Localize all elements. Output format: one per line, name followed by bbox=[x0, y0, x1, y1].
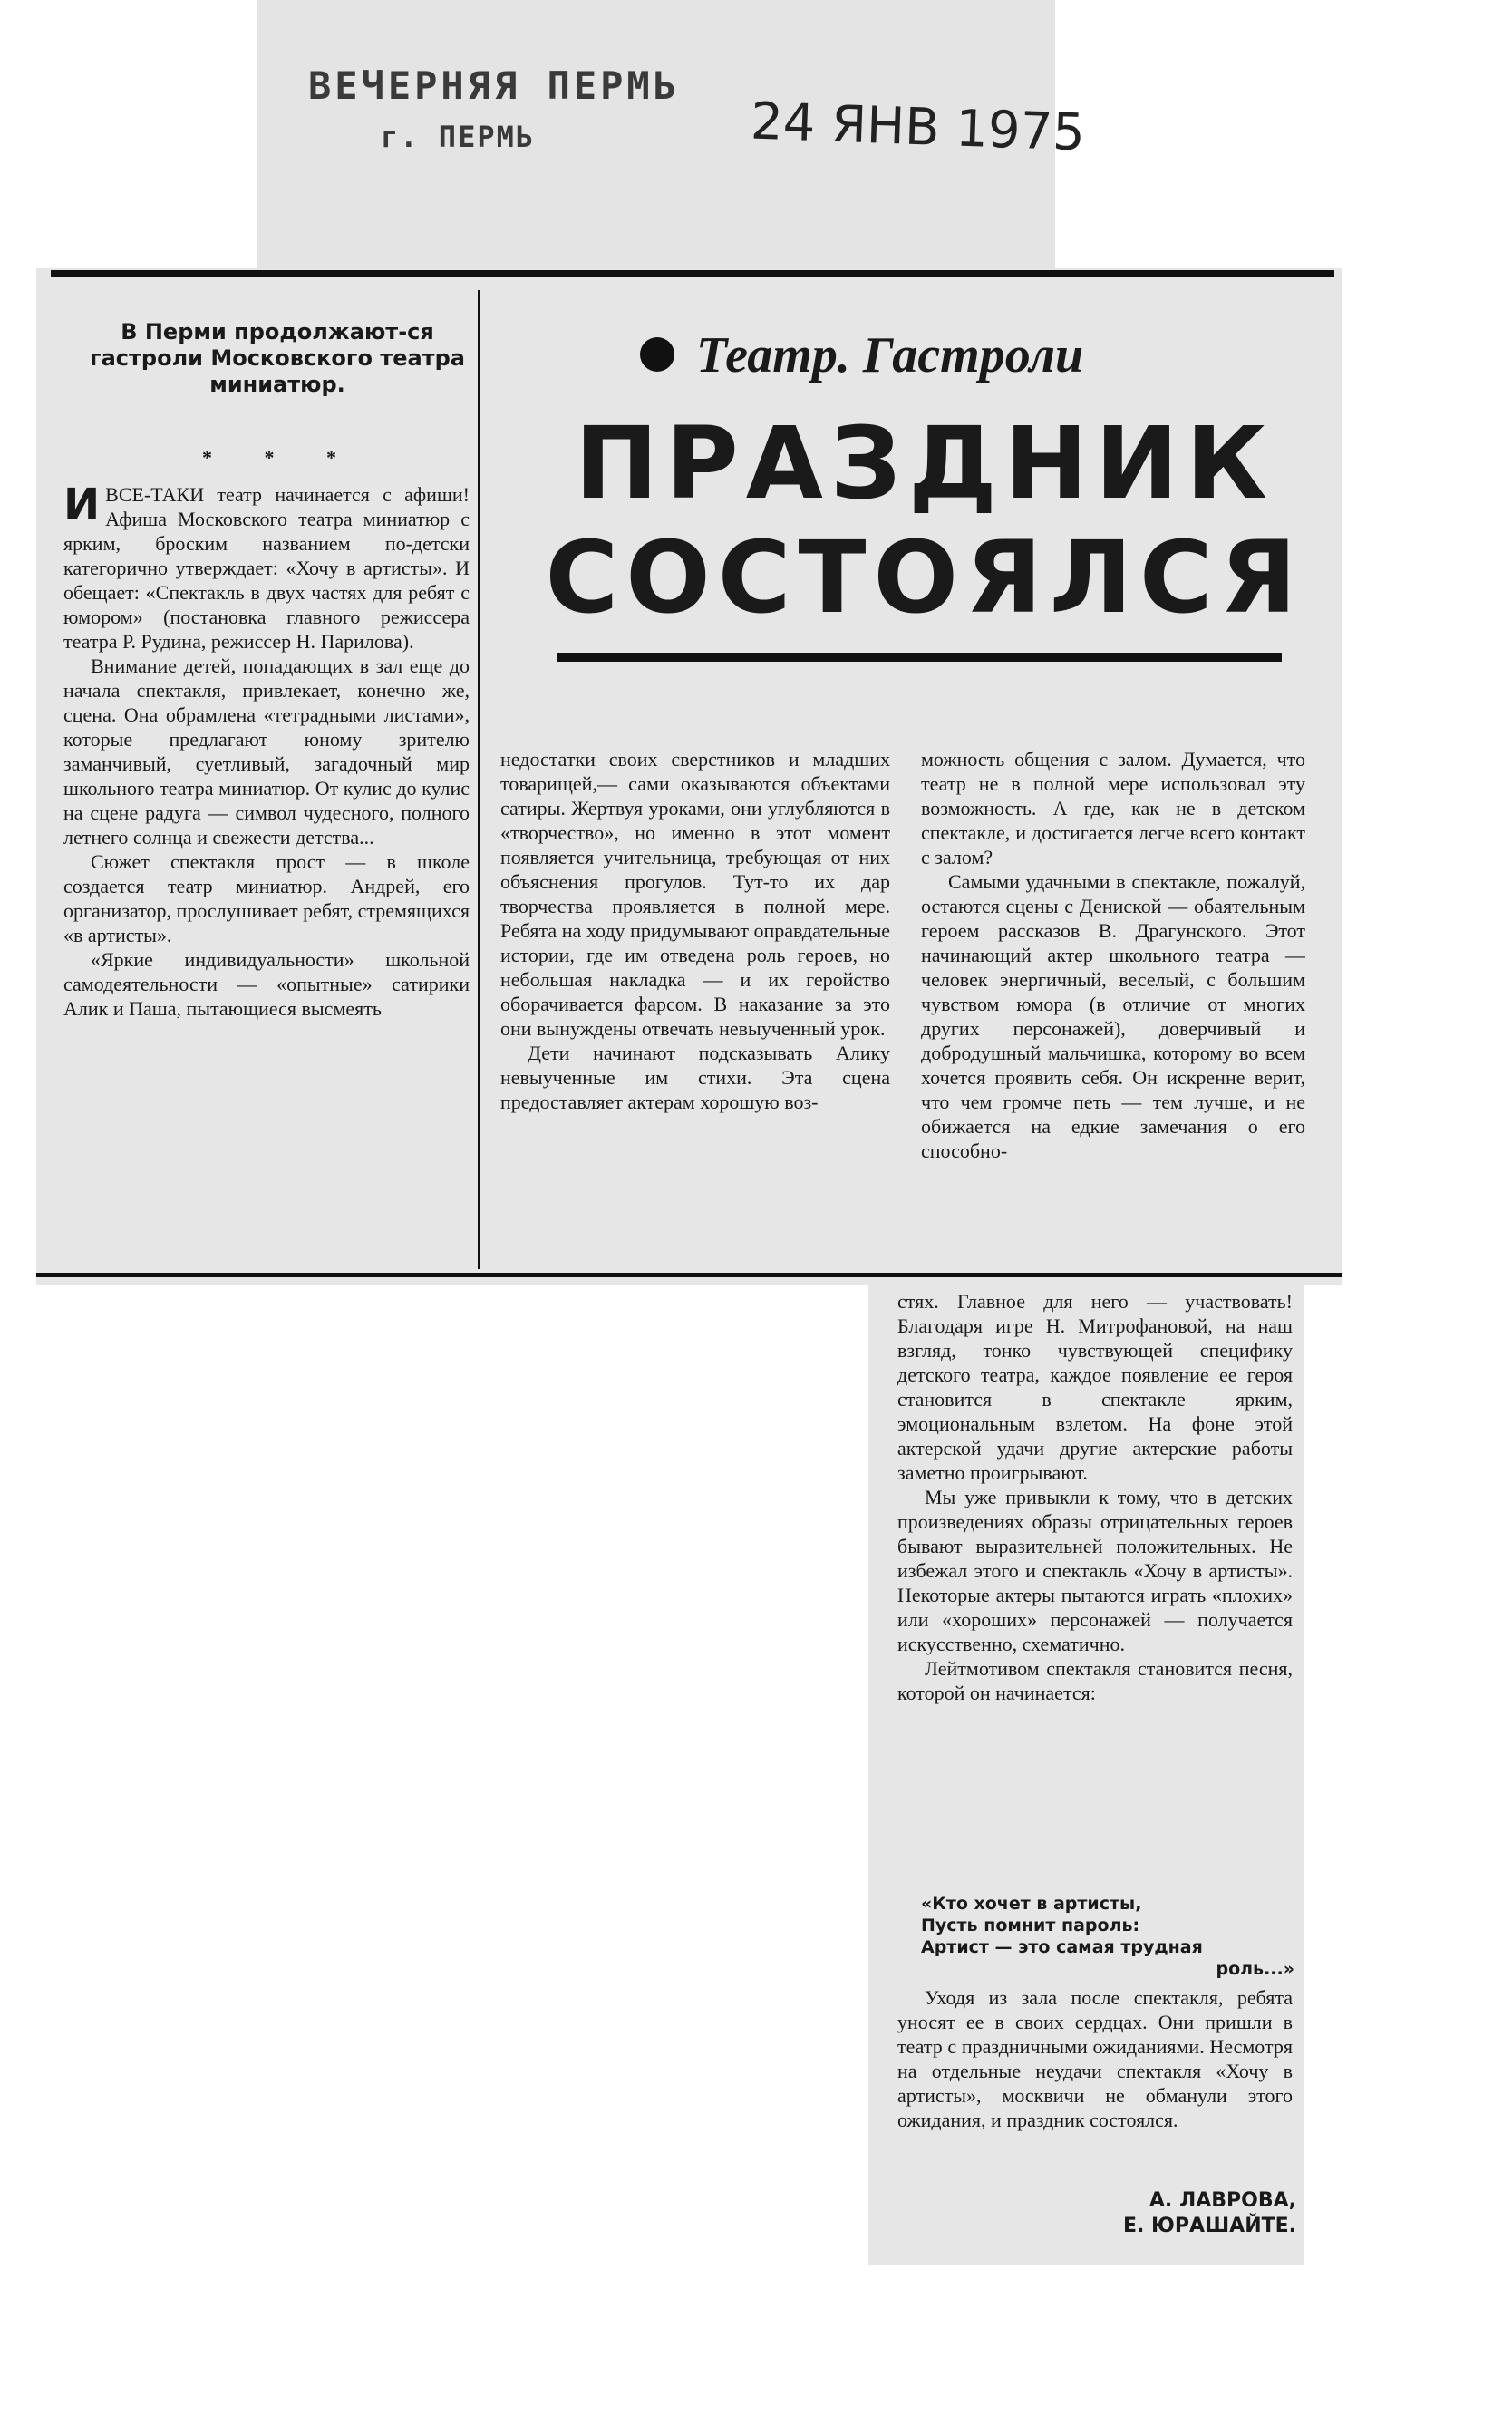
article-column-4-end bbox=[897, 1985, 1293, 2185]
headline-line-2: СОСТОЯЛСЯ bbox=[545, 519, 1304, 635]
authors bbox=[997, 2188, 1296, 2239]
paragraph: Лейтмотивом спектакля становится песня, которой он начинается: bbox=[897, 1657, 1293, 1704]
paragraph: Самыми удачными в спектакле, пожалуй, остаются сцены с Дениской — обаятельным героем рассказов В. Драгунского. Этот начинающий актер школьного театра — человек энергичный, веселый, с большим чувством юмора (в отличие от многих других персонажей), доверчивый и добродушный мальчишка, которому во всем хочется проявить себя. Он искренне верит, что чем громче петь — тем лучше, и не обижается на едкие замечания о его способно- bbox=[921, 870, 1305, 1162]
verse-line: роль...» bbox=[1216, 1959, 1294, 1979]
headline-underline bbox=[557, 653, 1282, 662]
song-verse bbox=[921, 1893, 1294, 1980]
article-column-3 bbox=[921, 747, 1305, 1271]
handwritten-date: 24 ЯНВ 1975 bbox=[749, 92, 1086, 163]
headline bbox=[544, 406, 1305, 635]
article-column-4 bbox=[897, 1289, 1293, 1887]
rubric-label: Театр. Гастроли bbox=[696, 327, 1084, 383]
theatre-mask-icon bbox=[640, 337, 674, 372]
paragraph: Уходя из зала после спектакля, ребята уносят ее в своих сердцах. Они пришли в театр с праздничными ожиданиями. Несмотря на отдельные неудачи спектакля «Хочу в артисты», москвичи не обманули этого ожидания, и праздник состоялся. bbox=[897, 1986, 1293, 2131]
paragraph: Сюжет спектакля прост — в школе создается театр миниатюр. Андрей, его организатор, прослушивает ребят, стремящихся «в артисты». bbox=[63, 850, 470, 946]
rubric bbox=[640, 326, 1293, 384]
verse-line: «Кто хочет в артисты, bbox=[921, 1894, 1142, 1914]
paragraph: ИВСЕ-ТАКИ театр начинается с афиши! Афиша Московского театра миниатюр с ярким, броским названием по-детски категорично утверждает: «Хочу в артисты». И обещает: «Спектакль в двух частях для ребят с юмором» (постановка главного режиссера театра Р. Рудина, режиссер Н. Парилова). bbox=[63, 482, 470, 653]
paragraph: стях. Главное для него — участвовать! Благодаря игре Н. Митрофановой, на наш взгляд, тонко чувствующей специфику детского театра, каждое появление ее героя становится в спектакле ярким, эмоциональным взлетом. На фоне этой актерской удачи другие актерские работы заметно проигрывают. bbox=[897, 1290, 1293, 1484]
bottom-rule bbox=[36, 1273, 1342, 1277]
paragraph: недостатки своих сверстников и младших товарищей,— сами оказываются объектами сатиры. Жертвуя уроками, они углубляются в «творчество», но именно в этот момент появляется учительница, требующая от них объяснения прогулов. Тут-то их дар творчества проявляется в полной мере. Ребята на ходу придумывают оправдательные истории, где им отведена роль героев, но небольшая накладка — и их геройство оборачивается фарсом. В наказание за это они вынуждены отвечать невыученный урок. bbox=[500, 748, 890, 1040]
article-column-1 bbox=[63, 482, 470, 1271]
headline-line-1: ПРАЗДНИК bbox=[575, 405, 1275, 521]
newspaper-stamp-name: ВЕЧЕРНЯЯ ПЕРМЬ bbox=[308, 63, 681, 108]
paragraph: Внимание детей, попадающих в зал еще до начала спектакля, привлекает, конечно же, сцена. Она обрамлена «тетрадными листами», которые предлагают юному зрителю заманчивый, суетливый, загадочный мир школьного театра миниатюр. От кулис до кулис на сцене радуга — символ чудесного, полного летнего солнца и свежести детства... bbox=[63, 655, 470, 849]
separator-stars: * * * bbox=[202, 446, 360, 469]
article-column-2 bbox=[500, 747, 890, 1271]
newspaper-stamp-city: г. ПЕРМЬ bbox=[381, 120, 536, 154]
top-rule bbox=[51, 270, 1334, 277]
paragraph: Дети начинают подсказывать Алику невыученные им стихи. Эта сцена предоставляет актерам хорошую воз- bbox=[500, 1042, 890, 1113]
drop-cap: И bbox=[63, 482, 101, 530]
paragraph: Мы уже привыкли к тому, что в детских произведениях образы отрицательных героев бывают выразительней положительных. Не избежал этого и спектакль «Хочу в артисты». Некоторые актеры пытаются играть «плохих» или «хороших» персонажей — получается искусственно, схематично. bbox=[897, 1486, 1293, 1655]
verse-line: Артист — это самая трудная bbox=[921, 1937, 1203, 1957]
author-2: Е. ЮРАШАЙТЕ. bbox=[1122, 2215, 1296, 2237]
paragraph: «Яркие индивидуальности» школьной самодеятельности — «опытные» сатирики Алик и Паша, пытающиеся высмеять bbox=[63, 948, 470, 1020]
paragraph: можность общения с залом. Думается, что театр не в полной мере использовал эту возможность. А где, как не в детском спектакле, и достигается легче всего контакт с залом? bbox=[921, 748, 1305, 868]
column-rule-1 bbox=[478, 290, 480, 1269]
verse-line: Пусть помнит пароль: bbox=[921, 1916, 1140, 1935]
article-lead: В Перми продолжают-ся гастроли Московского театра миниатюр. bbox=[90, 319, 465, 397]
author-1: А. ЛАВРОВА, bbox=[1149, 2189, 1296, 2212]
